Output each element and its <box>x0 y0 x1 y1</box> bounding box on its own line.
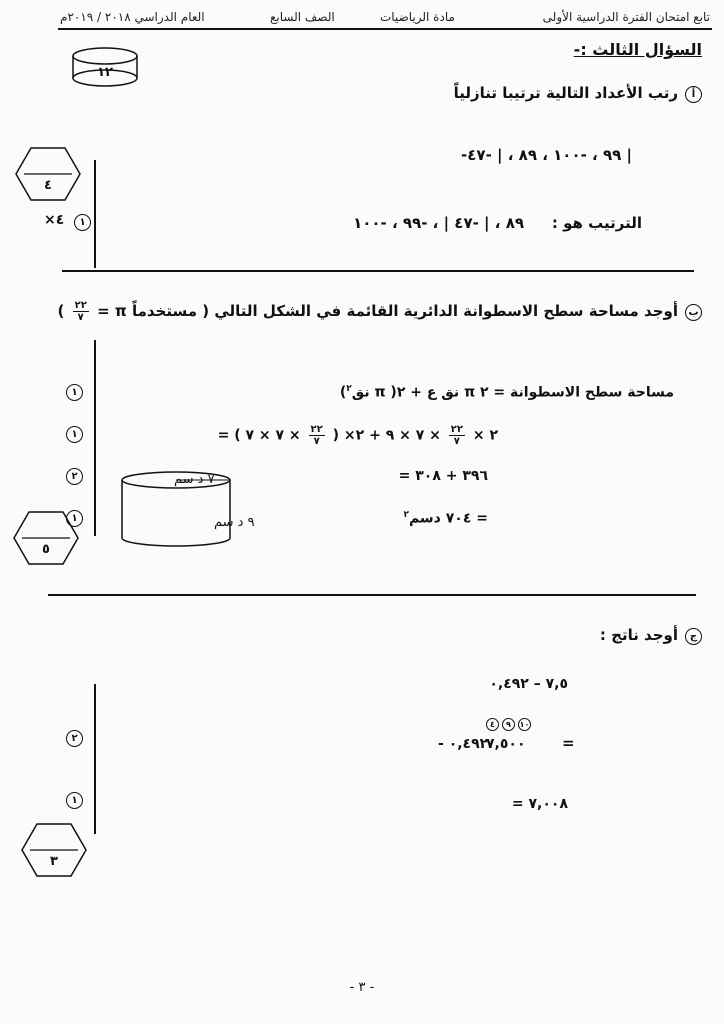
part-c-margin-line <box>94 684 96 834</box>
borrow-digit-3: ١٠ <box>519 720 530 729</box>
part-c-step1-equals: = <box>562 734 575 752</box>
part-a-numbers: -٩٩ ، -١٠٠ ، ٨٩ ، | -٤٧ | <box>461 146 632 164</box>
part-b-step1 <box>218 424 498 447</box>
part-b-score-hexagon <box>12 510 80 566</box>
part-b-formula-end: ) <box>339 384 347 401</box>
divider-1 <box>62 270 694 272</box>
part-b-margin-line <box>94 340 96 536</box>
part-b-prompt: أوجد مساحة سطح الاسطوانة الدائرية القائمة في الشكل التالي ( مستخدماً π = <box>97 302 678 320</box>
step1-frac1-num: ٢٢ <box>450 424 463 435</box>
part-a-margin-line <box>94 160 96 268</box>
step1-frac2-den: ٧ <box>313 436 320 447</box>
pi-frac-num: ٢٢ <box>74 300 87 311</box>
part-a-letter: أ <box>685 86 702 103</box>
part-b-formula: مساحة سطح الاسطوانة = ٢ π نق ع + ٢( π نق <box>351 384 674 401</box>
divider-2 <box>48 594 696 596</box>
part-a-answer-label: الترتيب هو : <box>551 214 642 232</box>
total-score: ١٢ <box>97 65 113 80</box>
borrow-digit-1: ٤ <box>486 718 499 731</box>
part-c-mark-2: ١ <box>66 792 83 809</box>
part-b-mark-3: ٢ <box>66 468 83 485</box>
part-a-answer: ٨٩ ، | -٤٧ | ، -٩٩ ، -١٠٠ <box>353 214 524 232</box>
part-c-score-hexagon <box>20 822 88 878</box>
part-b-step1-mid: × ٧ × ٩ + ٢× ( <box>332 427 441 444</box>
grade: الصف السابع <box>270 10 335 24</box>
part-c-letter: ج <box>685 628 702 645</box>
part-b-mark-2: ١ <box>66 426 83 443</box>
step1-fraction-2 <box>309 424 325 447</box>
pi-fraction <box>73 300 89 323</box>
cylinder-radius-label: ٧ د سم <box>174 472 215 487</box>
part-c-expression: ٧,٥ – ٠,٤٩٢ <box>489 676 568 692</box>
part-a-score-hexagon <box>14 146 82 202</box>
part-c-mark-1: ٢ <box>66 730 83 747</box>
pi-frac-den: ٧ <box>77 312 84 323</box>
part-b-step1-end: × ٧ × ٧ ) <box>234 427 301 444</box>
subject: مادة الرياضيات <box>380 10 455 24</box>
part-c-result: = ٧,٠٠٨ <box>511 796 568 812</box>
page-number: - ٣ - <box>349 980 375 995</box>
step1-frac1-den: ٧ <box>453 436 460 447</box>
question-title: السؤال الثالث :- <box>573 40 702 59</box>
step1-frac2-num: ٢٢ <box>310 424 323 435</box>
part-b-formula-line <box>340 384 674 401</box>
part-b-mark-4: ١ <box>66 510 83 527</box>
exam-title: تابع امتحان الفترة الدراسية الأولى <box>542 10 710 24</box>
part-b-step3-sup: ٢ <box>403 510 409 520</box>
part-a-score: ٤ <box>44 178 52 193</box>
step1-fraction-1 <box>449 424 465 447</box>
part-a-prompt: رتب الأعداد التالية ترتيبا تنازلياً <box>453 84 678 102</box>
part-c-step1-right: - ٠,٤٩٢ <box>438 736 489 752</box>
part-a-mark: ١ <box>74 214 91 231</box>
part-b-score: ٥ <box>42 542 50 557</box>
part-b-formula-sup: ٢ <box>346 384 352 394</box>
part-b-letter: ب <box>685 304 702 321</box>
school-year: العام الدراسي ٢٠١٨ / ٢٠١٩م <box>60 10 205 24</box>
part-c-prompt: أوجد ناتج : <box>599 626 678 644</box>
part-c-score: ٣ <box>50 854 58 869</box>
header-rule <box>58 28 712 30</box>
part-b-prompt-line <box>58 300 678 323</box>
part-c-step1-mid: ٧,٥٠٠ <box>486 736 526 752</box>
part-b-step1-start: = ٢ × <box>217 427 498 444</box>
cylinder-height-label: ٩ د سم <box>214 515 255 530</box>
part-b-mark-1: ١ <box>66 384 83 401</box>
part-b-step2: = ٣٩٦ + ٣٠٨ <box>398 468 488 484</box>
borrow-digit-2: ٩ <box>502 718 515 731</box>
part-b-step3-line <box>403 510 488 527</box>
part-b-prompt-end: ) <box>57 302 65 320</box>
part-b-step3: = ٧٠٤ دسم <box>408 510 488 527</box>
part-a-mark-multiplier: ×٤ <box>44 212 65 228</box>
